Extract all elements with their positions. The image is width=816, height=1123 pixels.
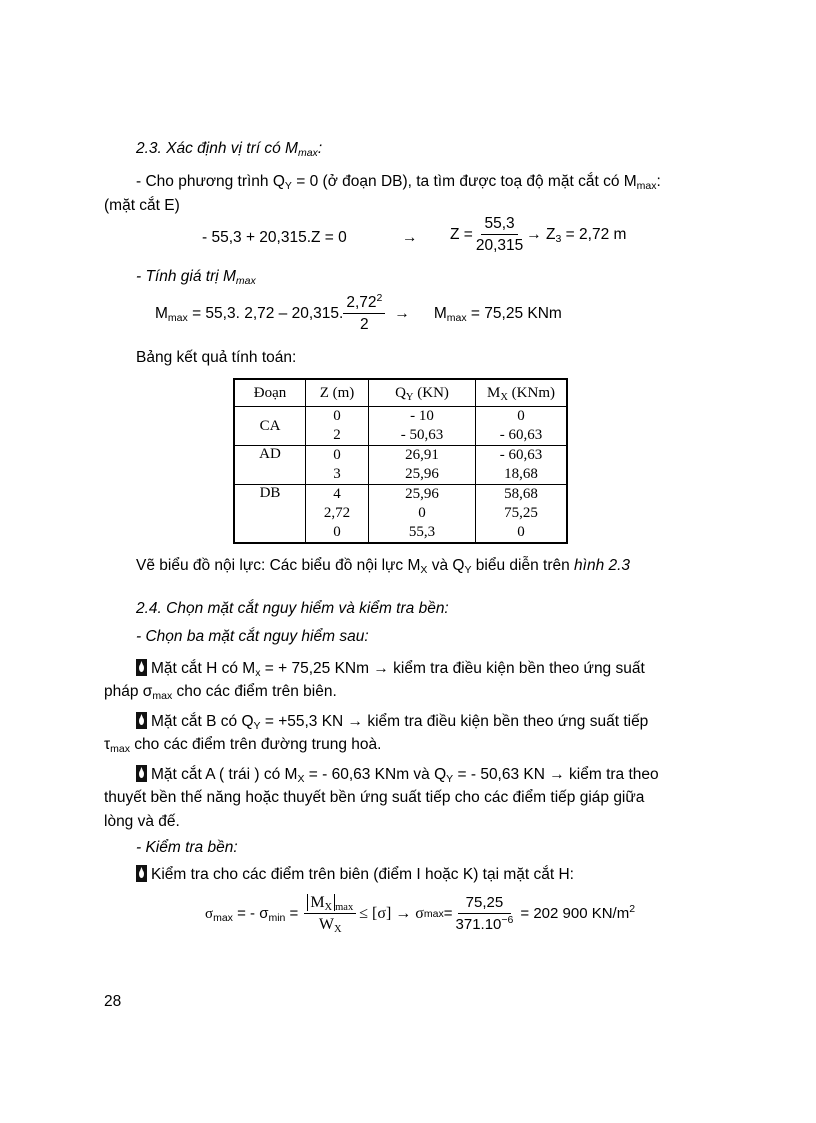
- sub: Y: [284, 180, 292, 192]
- sub: Y: [253, 720, 261, 732]
- result-sub: 3: [555, 232, 562, 245]
- equation-1-right: [450, 215, 626, 254]
- text: Kiểm tra cho các điểm trên biên (điểm I hoặc K) tại mặt cắt H:: [151, 866, 574, 883]
- value: 75,25: [504, 505, 538, 521]
- text: cho các điểm trên biên.: [172, 683, 337, 700]
- bullet-3-line-2: thuyết bền thế năng hoặc thuyết bền ứng suất tiếp cho các điểm tiếp giáp giữa: [104, 789, 645, 806]
- value: 2: [333, 427, 341, 443]
- sub: X: [297, 773, 305, 785]
- text: và Q: [427, 557, 465, 574]
- sup: −6: [501, 914, 514, 926]
- text: Vẽ biểu đồ nội lực: Các biểu đồ nội lực M: [136, 557, 421, 574]
- result-text: = 2,72 m: [561, 225, 627, 243]
- calc-mmax-label: [136, 268, 256, 286]
- fraction: [343, 294, 385, 333]
- text: =: [285, 904, 299, 922]
- bullet-3-line-1: [136, 765, 659, 784]
- header-m: [476, 379, 568, 407]
- bullet-2-line-2: [104, 736, 381, 754]
- section-2-3-heading: [136, 140, 322, 158]
- numerator: 75,25: [458, 894, 512, 914]
- text: = + 75,25 KNm → kiểm tra điều kiện bền theo ứng suất: [260, 660, 645, 677]
- sup: 2: [629, 903, 636, 915]
- body: = 55,3. 2,72 – 20,315.: [187, 304, 344, 322]
- segment-cell: AD: [234, 446, 306, 485]
- bullet-1-line-1: [136, 659, 645, 678]
- sub: min: [268, 911, 286, 924]
- sub: Y: [405, 391, 414, 403]
- denominator: [456, 914, 514, 933]
- z-equals: Z =: [450, 225, 473, 243]
- value: 0: [333, 524, 341, 540]
- para-1-line-1: [136, 173, 661, 191]
- table-row: [234, 407, 567, 446]
- value: 26,91: [405, 447, 439, 463]
- bullet-3-line-3: lòng và đế.: [104, 813, 180, 830]
- sub: max: [152, 690, 173, 702]
- drop-bullet-icon: [136, 865, 147, 882]
- text: - Cho phương trình Q: [136, 173, 285, 190]
- value: 0: [517, 524, 525, 540]
- text: τ: [104, 736, 111, 753]
- eq3-result: [520, 905, 635, 922]
- text: :: [656, 173, 661, 190]
- value: 0: [418, 505, 426, 521]
- text: = +55,3 KN → kiểm tra điều kiện bền theo ứng suất tiếp: [260, 713, 649, 730]
- choose-three-label: - Chọn ba mặt cắt nguy hiểm sau:: [136, 628, 369, 645]
- sub: max: [235, 275, 256, 287]
- m: M: [486, 384, 501, 401]
- text: - Tính giá trị M: [136, 268, 236, 285]
- text: cho các điểm trên đường trung hoà.: [129, 736, 382, 753]
- sigma: σ: [205, 905, 214, 922]
- tail: (KN): [413, 384, 449, 401]
- page-number: 28: [104, 993, 122, 1010]
- value: - 60,63: [499, 427, 543, 443]
- check-label: - Kiểm tra bền:: [136, 839, 238, 856]
- value: 18,68: [504, 466, 538, 482]
- equation-2: [155, 294, 562, 333]
- text: Mặt cắt A ( trái ) có M: [151, 766, 298, 783]
- value: 58,68: [504, 486, 538, 502]
- fraction-m-over-w: [304, 894, 356, 933]
- text: Mặt cắt H có M: [151, 660, 256, 677]
- fraction: [476, 215, 523, 254]
- arrow-icon: →: [394, 304, 410, 322]
- equation-1-left: - 55,3 + 20,315.Z = 0: [202, 229, 347, 246]
- sub: X: [324, 902, 333, 913]
- table-header-row: [234, 379, 567, 407]
- sub: Y: [446, 773, 454, 785]
- value: - 60,63: [499, 447, 543, 463]
- eq2-result: [434, 305, 562, 323]
- figure-ref: hình 2.3: [574, 557, 631, 574]
- value: 4: [333, 486, 341, 502]
- value: 0: [517, 408, 525, 424]
- text: = - σ: [232, 904, 269, 922]
- sup: 2: [376, 292, 383, 304]
- table-row: [234, 446, 567, 485]
- result: [526, 226, 626, 244]
- sub: x: [255, 667, 261, 679]
- value: 3: [333, 466, 341, 482]
- sub: max: [110, 743, 130, 755]
- text: Mặt cắt B có Q: [151, 713, 254, 730]
- drop-bullet-icon: [136, 712, 147, 729]
- eq2-left: [155, 305, 343, 323]
- table-row: [234, 485, 567, 544]
- header-segment: Đoạn: [234, 379, 306, 407]
- tail: (KNm): [507, 384, 555, 401]
- segment-cell: DB: [234, 485, 306, 544]
- equation-3: $\sigma_{max}$ = - $\sigma_{min}$ = $\frac{M_X _{max}}{W_X}$ ≤ [σ] → σ max = $\frac{75,25}{371.10^{-6}}$ = 202 900 $KN/m^2$: [205, 894, 636, 935]
- header-z: Z (m): [306, 379, 369, 407]
- z-cell: [306, 407, 369, 446]
- value: 25,96: [405, 466, 439, 482]
- result-text: → Z: [526, 225, 556, 243]
- q-cell: [369, 485, 476, 544]
- denominator: [319, 914, 342, 933]
- m: M: [155, 304, 168, 322]
- denominator: 20,315: [475, 237, 524, 254]
- q: Q: [395, 384, 406, 401]
- section-2-4-heading: 2.4. Chọn mặt cắt nguy hiểm và kiểm tra bền:: [136, 600, 449, 617]
- table-caption: Bảng kết quả tính toán:: [136, 349, 297, 366]
- heading-sub: max: [297, 147, 318, 159]
- z-cell: [306, 485, 369, 544]
- bullet-2-line-1: [136, 712, 648, 731]
- text: =: [443, 905, 453, 922]
- bullet-1-line-2: [104, 683, 337, 701]
- leq-text: ≤ [σ] → σ: [359, 904, 424, 922]
- sub: Y: [464, 564, 472, 576]
- abs-bars: [307, 894, 335, 911]
- sub: max: [213, 911, 233, 924]
- para-1-line-2: (mặt cắt E): [104, 197, 180, 214]
- den: 371.10: [455, 916, 502, 933]
- sub: max: [167, 311, 188, 324]
- denominator: 2: [360, 316, 369, 333]
- text: = 0 (ở đoạn DB), ta tìm được toạ độ mặt cắt có M: [291, 173, 637, 190]
- z-cell: [306, 446, 369, 485]
- m-cell: [476, 407, 568, 446]
- eq3-left: [205, 905, 298, 923]
- value: = 75,25 KNm: [466, 304, 562, 322]
- sub: X: [420, 564, 428, 576]
- numerator: [304, 894, 356, 914]
- value: 2,72: [323, 505, 351, 521]
- value: 55,3: [408, 524, 436, 540]
- arrow-icon: →: [402, 229, 418, 246]
- sub: max: [446, 311, 467, 324]
- fraction-value: [456, 894, 514, 933]
- text: biểu diễn trên: [471, 557, 575, 574]
- w: W: [318, 916, 335, 933]
- value: - 10: [410, 408, 434, 424]
- segment-cell: CA: [234, 407, 306, 446]
- bullet-4-line: [136, 865, 574, 884]
- sub: X: [500, 391, 508, 403]
- sub: max: [335, 902, 354, 913]
- heading-colon: :: [317, 140, 323, 157]
- value: 0: [333, 408, 341, 424]
- drop-bullet-icon: [136, 659, 147, 676]
- m: M: [310, 894, 325, 911]
- drop-bullet-icon: [136, 765, 147, 782]
- heading-text: 2.3. Xác định vị trí có M: [136, 140, 298, 157]
- q-cell: [369, 446, 476, 485]
- sub: X: [334, 924, 342, 935]
- header-q: [369, 379, 476, 407]
- num: 2,72: [346, 294, 377, 311]
- text: pháp σ: [104, 683, 153, 700]
- numerator: 55,3: [481, 215, 517, 235]
- q-cell: [369, 407, 476, 446]
- m: M: [433, 304, 447, 322]
- value: 0: [333, 447, 341, 463]
- numerator: [343, 294, 385, 314]
- m-cell: [476, 446, 568, 485]
- sub: max: [636, 180, 657, 192]
- diagram-sentence: [136, 557, 630, 575]
- value: - 50,63: [400, 427, 444, 443]
- text: = - 50,63 KN → kiểm tra theo: [453, 766, 659, 783]
- results-table: [233, 378, 568, 544]
- value: = 202 900 KN/m: [520, 905, 630, 922]
- m-cell: [476, 485, 568, 544]
- value: 25,96: [405, 486, 439, 502]
- text: = - 60,63 KNm và Q: [304, 766, 447, 783]
